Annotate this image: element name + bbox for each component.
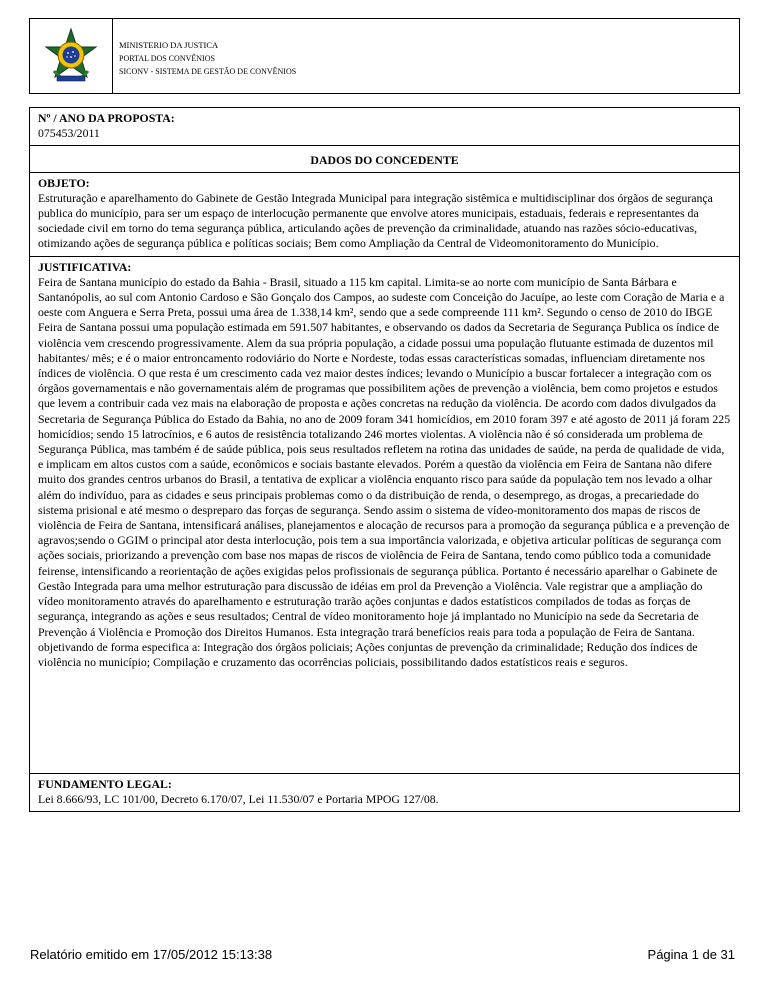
justificativa-section xyxy=(30,257,739,774)
report-header xyxy=(29,18,740,94)
fundamento-text: Lei 8.666/93, LC 101/00, Decreto 6.170/07, Lei 11.530/07 e Portaria MPOG 127/08. xyxy=(38,791,439,806)
ministry-name: MINISTERIO DA JUSTICA xyxy=(119,40,219,50)
header-text xyxy=(119,39,296,78)
concedente-heading: DADOS DO CONCEDENTE xyxy=(30,146,739,172)
fundamento-label: FUNDAMENTO LEGAL: xyxy=(38,776,172,791)
objeto-label: OBJETO: xyxy=(38,175,90,190)
logo-cell xyxy=(30,19,113,93)
justificativa-text: Feira de Santana município do estado da Bahia - Brasil, situado a 115 km capital. Limita-se ao norte com município de Santa Bárbara e Santanópolis, ao sul com Antonio Cardoso e São Gonçalo dos Campos, ao sudeste com Conceição do Jacuípe, ao leste com Coração de Maria e a oeste com Anguera e Serra Preta, possui uma área de 1.338,14 km², sendo que a sede compreende 111 km². Segundo o censo de 2010 do IBGE Feira de Santana possui uma população estimada em 591.507 habitantes, e observando os dados da Secretaria de Segurança Publica os índice de violência vem crescendo progressivamente. Alem da sua própria população, a cidade possui uma população flutuante estimada de duzentos mil habitantes/ mês; e é o maior entroncamento rodoviário do Norte e Nordeste, todas essas características somadas, influenciam diretamente nos índices de violência. O que resta é um crescimento cada vez maior destes índices; levando o Município a buscar fortalecer a integração com os órgãos governamentais e não governamentais além de programas que possibilitem ações de prevenção a violência, bem como projetos e estudos que levem a contribuir cada vez mais na elaboração de proposta e ações concretas na redução da violência. De acordo com dados divulgados da Secretaria de Segurança Pública do Estado da Bahia, no ano de 2009 foram 341 homicídios, em 2010 foram 397 e até agosto de 2011 já foram 225 homicídios; sendo 15 latrocínios, e 6 autos de resistência totalizando 246 mortes violentas. A violência não é só considerada um problema de Segurança Pública, mas também é de saúde pública, pois seus resultados refletem na rotina das unidades de saúde, na perda de qualidade de vida, e implicam em altos custos com a saúde, econômicos e sociais bastante elevados. Porém a questão da violência em Feira de Santana não difere muito dos grandes centros urbanos do Brasil, a tentativa de explicar a violência enquanto risco para saúde da população tem nos levado a olhar além do indivíduo, para as cidades e seus principais problemas como o da distribuição de renda, o desemprego, as drogas, a precariedade do sistema prisional e até mesmo o despreparo das forças de segurança. Sendo assim o sistema de vídeo-monitoramento dos mapas de riscos de violência de Feira de Santana, intensificará análises, planejamentos e alocação de recursos para a promoção da segurança pública e a prevenção de agravos;sendo o GGIM o principal ator desta interlocução, pois tem a sua importância valorizada, e objetiva articular políticas de segurança com ações sociais, priorizando a prevenção com base nos mapas de riscos de violência de Feira de Santana, tendo como público toda a comunidade feirense, intensificando a reorientação de ações exigidas pelos profissionais de segurança pública. Portanto é necessário aparelhar o Gabinete de Gestão Integrada para uma melhor estruturação para discussão de idéias em prol da Prevenção a Violência. Vale registrar que a ampliação do vídeo monitoramento através do aparelhamento e estruturação trarão ações conjuntas e dados estatísticos compilados de todas as forças de segurança, integrando as ações e seus resultados; Central de vídeo monitoramento hoje já implantado no Município na sede da Secretaria de Prevenção á Violência e Promoção dos Direitos Humanos. Esta integração trará benefícios reais para toda a população de Feira de Santana. objetivando de forma especifica a: Integração dos órgãos policiais; Ações conjuntas de prevenção da criminalidade; Redução dos índices de violência no município; Compilação e cruzamento das ocorrências policiais, possibilitando dados estatísticos reais e seguros. xyxy=(38,274,731,669)
portal-name: PORTAL DOS CONVÊNIOS xyxy=(119,54,215,63)
brazil-coat-of-arms-icon xyxy=(42,27,100,85)
page-number: Página 1 de 31 xyxy=(647,947,735,962)
objeto-text: Estruturação e aparelhamento do Gabinete de Gestão Integrada Municipal para integração sistêmica e multidisciplinar dos órgãos de segurança publica do município, para ser um espaço de interlocução permanente que envolve atores municipais, estaduais, federais e representantes da sociedade civil em torno do tema segurança pública, articulando ações de prevenção da criminalidade, atuando nas razões sócio-educativas, otimizando ações de segurança pública e políticas sociais; Bem como Ampliação da Central de Videomonitoramento do Município. xyxy=(38,190,713,251)
fundamento-section xyxy=(30,774,739,811)
objeto-section xyxy=(30,173,739,257)
report-emitted-date: Relatório emitido em 17/05/2012 15:13:38 xyxy=(30,947,273,962)
system-name: SICONV - SISTEMA DE GESTÃO DE CONVÊNIOS xyxy=(119,67,297,76)
proposal-number-section xyxy=(30,108,739,146)
proposal-number-value: 075453/2011 xyxy=(38,126,100,141)
proposal-table xyxy=(29,107,740,812)
proposal-number-label: Nº / ANO DA PROPOSTA: xyxy=(38,111,175,125)
justificativa-label: JUSTIFICATIVA: xyxy=(38,259,132,274)
